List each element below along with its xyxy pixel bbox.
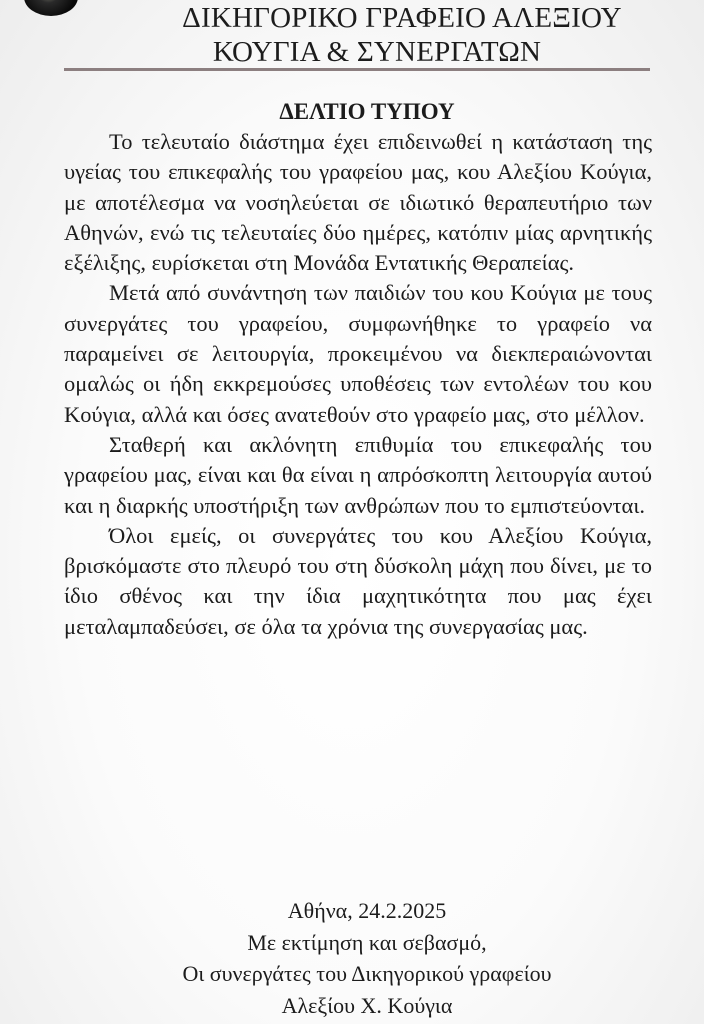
signatory: Οι συνεργάτες του Δικηγορικού γραφείου	[182, 961, 552, 986]
letterhead-divider	[64, 68, 650, 71]
paragraph: Όλοι εμείς, οι συνεργάτες του κου Αλεξίου Κούγια, βρισκόμαστε στο πλευρό του στη δύσκολη μάχη που δίνει, με το ίδιο σθένος και την ίδια μαχητικότητα που μας έχει μεταλαμπαδεύσει, σε όλα τα χρόνια της συνεργασίας μας.	[64, 522, 652, 639]
closing-line: Με εκτίμηση και σεβασμό,	[247, 929, 487, 955]
document-title: ΔΕΛΤΙΟ ΤΥΠΟΥ	[279, 99, 455, 124]
paragraph: Μετά από συνάντηση των παιδιών του κου Κούγια με τους συνεργάτες του γραφείου, συμφωνήθηκε το γραφείο να παραμείνει σε λειτουργία, προκειμένου να διεκπεραιώνονται ομαλώς οι ήδη εκκρεμούσες υποθέσεις των εντολέων του κου Κούγια, αλλά και όσες ανατεθούν στο γραφείο μας, στο μέλλον.	[64, 280, 652, 427]
place-date: Αθήνα, 24.2.2025	[287, 898, 447, 923]
signature-block	[0, 895, 704, 1021]
paragraph: Σταθερή και ακλόνητη επιθυμία του επικεφαλής του γραφείου μας, είναι και θα είναι η απρόσκοπτη λειτουργία αυτού και η διαρκής υποστήριξη των ανθρώπων που το εμπιστεύονται.	[64, 431, 652, 518]
paragraph: Το τελευταίο διάστημα έχει επιδεινωθεί η κατάσταση της υγείας του επικεφαλής του γραφείου μας, κου Αλεξίου Κούγια, με αποτέλεσμα να νοσηλεύεται σε ιδιωτικό θεραπευτήριο των Αθηνών, ενώ τις τελευταίες δύο ημέρες, κατόπιν μίας αρνητικής εξέλιξης, ευρίσκεται στη Μονάδα Εντατικής Θεραπείας.	[64, 129, 652, 276]
letterhead-line-1: ΔΙΚΗΓΟΡΙΚΟ ΓΡΑΦΕΙΟ ΑΛΕΞΙΟΥ	[182, 2, 622, 34]
letterhead-line-2: ΚΟΥΓΙΑ & ΣΥΝΕΡΓΑΤΩΝ	[212, 36, 542, 68]
document-body	[64, 127, 652, 642]
signatory-name: Αλεξίου Χ. Κούγια	[281, 992, 453, 1018]
